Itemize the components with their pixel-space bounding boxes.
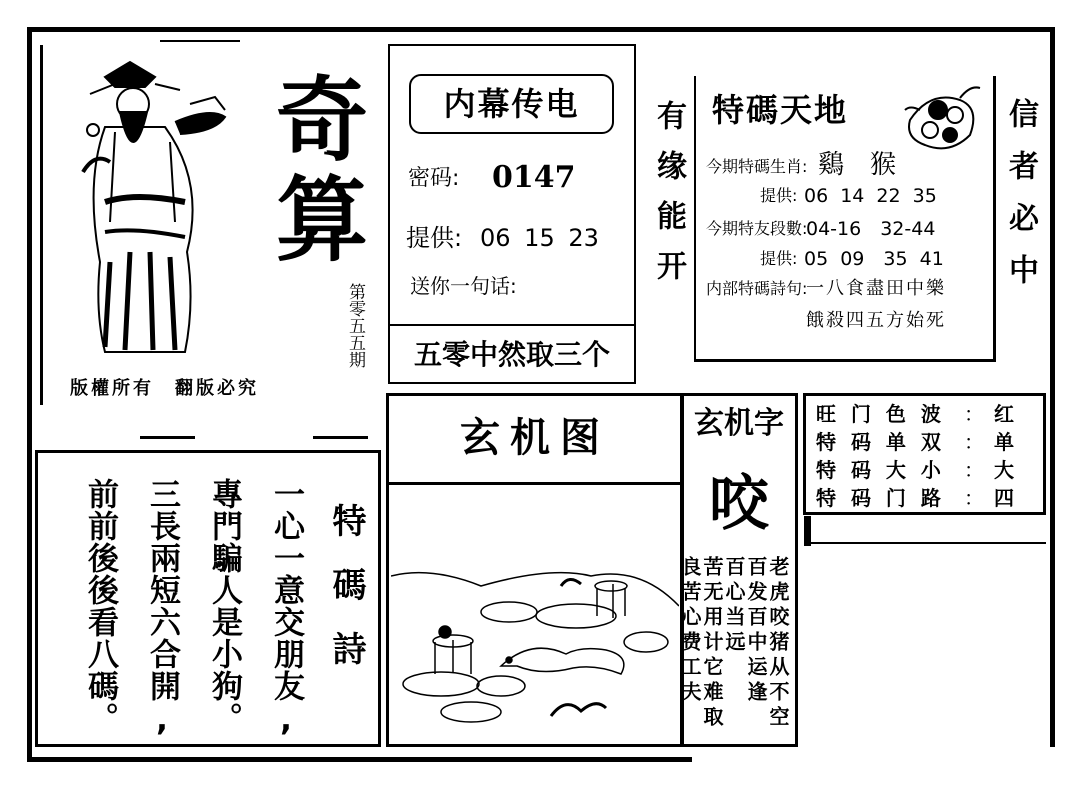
outer-border-bottom <box>27 757 692 762</box>
poem-title: 特碼詩 <box>326 503 366 695</box>
tema-poem-line1: 一八食盡田中樂 <box>806 278 946 299</box>
attr-sep: ： <box>964 458 984 482</box>
friend-label: 今期特友段數: <box>706 219 808 238</box>
poem-line-1: 一心一意交朋友, <box>268 478 304 739</box>
riddle-col-1: 老虎咬猪从不空 <box>766 556 790 731</box>
password-value: 0147 <box>492 160 576 195</box>
tema-provide2-label: 提供: <box>760 249 798 268</box>
attr-row-0 <box>816 400 1041 428</box>
riddle-col-3: 百心当远 <box>722 556 746 656</box>
deco-line <box>313 436 368 439</box>
riddle-col-2: 百发百中运逢 <box>744 556 768 706</box>
attr-name: 特 码 门 路 <box>816 486 945 510</box>
phrase-label: 送你一句话: <box>410 274 517 298</box>
issue-number: 第零五五期 <box>345 283 365 368</box>
attr-sep: ： <box>964 402 984 426</box>
zodiac-label: 今期特碼生肖: <box>706 157 808 176</box>
attr-sep: ： <box>964 486 984 510</box>
tema-provide2-value: 05 09 35 41 <box>804 248 944 270</box>
tema-provide1-label: 提供: <box>760 186 798 205</box>
attributes-box <box>803 393 1046 515</box>
xuanji-zi-box <box>680 393 798 747</box>
zodiac-value: 鷄 猴 <box>818 150 897 180</box>
right-slogan: 信者必中 <box>1003 98 1038 306</box>
page-title-line2: 算 <box>275 166 368 274</box>
deco-line <box>140 436 195 439</box>
tema-provide1-value: 06 14 22 35 <box>804 185 937 207</box>
immortal-figure-illustration <box>75 52 245 362</box>
attr-value: 四 <box>994 486 1014 510</box>
riddle-col-4: 苦无用计它难取 <box>700 556 724 731</box>
attr-value: 单 <box>994 430 1014 454</box>
poem-line-2: 專門騙人是小狗。 <box>206 478 242 734</box>
attr-value: 红 <box>994 402 1014 426</box>
tema-poem-line2: 餓殺四五方始死 <box>806 310 946 331</box>
attr-name: 旺 门 色 波 <box>816 402 945 426</box>
outer-border-left <box>27 27 32 762</box>
deco-line <box>40 45 43 405</box>
page-title-line1: 奇 <box>275 66 368 174</box>
copyright-text: 版權所有 翻版必究 <box>70 378 259 399</box>
attr-sep: ： <box>964 430 984 454</box>
attr-name: 特 码 单 双 <box>816 430 945 454</box>
poem-line-4: 前前後後看八碼。 <box>82 478 118 734</box>
phrase-divider <box>390 324 634 326</box>
phrase-text: 五零中然取三个 <box>413 338 610 371</box>
xuanji-tu-divider <box>389 482 681 485</box>
poem-label: 内部特碼詩句: <box>706 279 808 298</box>
deco-line <box>160 40 240 42</box>
tema-box <box>694 76 996 362</box>
tema-header: 特碼天地 <box>712 91 849 129</box>
friend-value: 04-16 32-44 <box>806 218 936 240</box>
poem-box <box>35 450 381 747</box>
attr-row-2 <box>816 456 1041 484</box>
outer-border-top <box>27 27 1055 32</box>
xuanji-tu-title: 玄机图 <box>460 415 610 461</box>
password-label: 密码: <box>408 166 460 191</box>
inside-provide-label: 提供: <box>406 224 463 252</box>
attr-value: 大 <box>994 458 1014 482</box>
poem-line-3: 三長兩短六合開, <box>144 478 180 739</box>
inside-provide-value: 06 15 23 <box>480 224 599 252</box>
deco-mark <box>804 516 811 546</box>
attr-row-1 <box>816 428 1041 456</box>
attr-row-3 <box>816 484 1041 512</box>
xuanji-zi-title: 玄机字 <box>694 406 784 441</box>
deco-line <box>811 542 1046 544</box>
left-slogan: 有缘能开 <box>651 100 686 300</box>
inside-info-header: 内幕传电 <box>443 85 580 123</box>
outer-border-right <box>1050 27 1055 747</box>
xuanji-zi-char: 咬 <box>709 469 769 539</box>
squirrel-landscape-illustration <box>391 546 679 736</box>
attr-name: 特 码 大 小 <box>816 458 945 482</box>
inside-info-box <box>388 44 636 384</box>
fruit-decoration-icon <box>900 80 986 160</box>
xuanji-tu-box <box>386 393 684 747</box>
riddle-col-5: 良苦心费工夫 <box>678 556 702 706</box>
